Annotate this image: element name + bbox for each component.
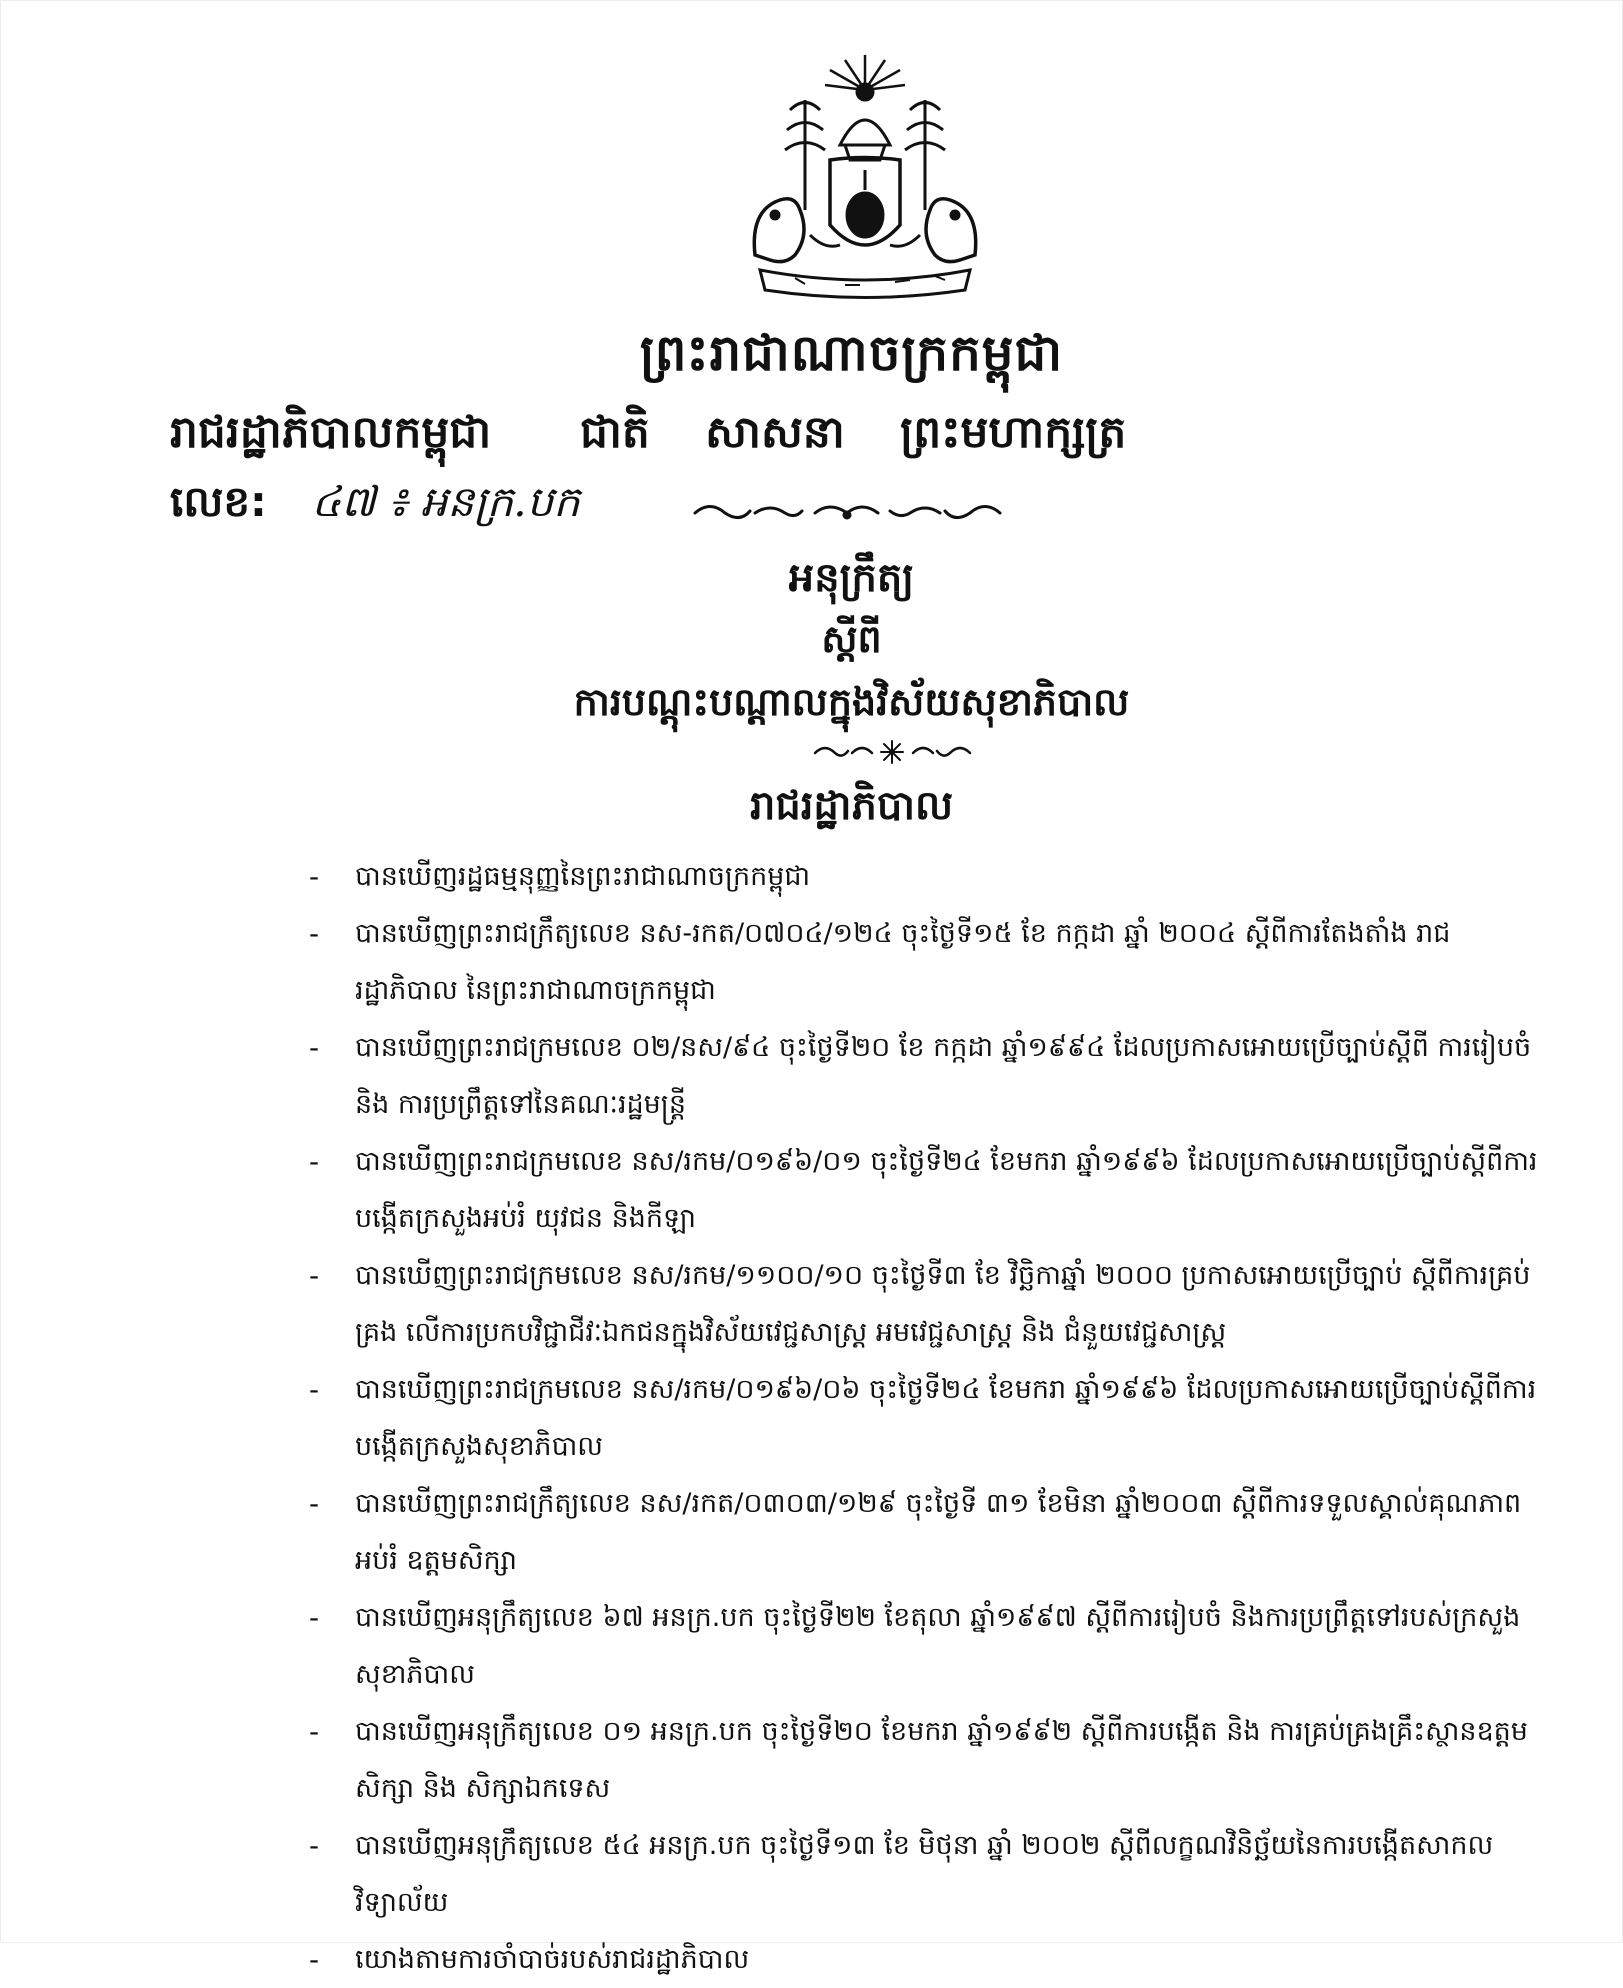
list-item — [309, 1361, 1545, 1475]
document-number-row — [170, 475, 580, 537]
kingdom-heading: ព្រះរាជាណាចក្រកម្ពុជា — [639, 324, 1064, 382]
concerning-heading: ស្តីពី — [821, 617, 882, 661]
reference-text: បានឃើញរដ្ឋធម្មនុញ្ញនៃព្រះរាជាណាចក្រកម្ពុជា — [355, 861, 811, 892]
list-item — [309, 1589, 1545, 1703]
ornament-divider — [690, 495, 1005, 529]
bullet-dash: - — [309, 1715, 320, 1748]
reference-text: បានឃើញអនុក្រឹត្យលេខ ០១ អនក្រ.បក ចុះថ្ងៃទី២០ ខែមករា ឆ្នាំ១៩៩២ ស្តីពីការបង្កើត និង ការគ្រប់គ្រងគ្រឹះស្ថានឧត្តមសិក្សា និង សិក្សាឯកទេស — [355, 1716, 1528, 1804]
reference-text: បានឃើញព្រះរាជក្រមលេខ នស/រកម/០១៩៦/០១ ចុះថ្ងៃទី២៤ ខែមករា ឆ្នាំ១៩៩៦ ដែលប្រកាសអោយប្រើច្បាប់ស្តីពីការ បង្កើតក្រសួងអប់រំ យុវជន និងកីឡា — [355, 1146, 1538, 1234]
list-item — [309, 1019, 1545, 1133]
royal-coat-of-arms-emblem — [735, 50, 995, 305]
reference-text: បានឃើញអនុក្រឹត្យលេខ ៦៧ អនក្រ.បក ចុះថ្ងៃទី២២ ខែតុលា ឆ្នាំ១៩៩៧ ស្តីពីការរៀបចំ និងការប្រព្រឹត្តទៅរបស់ក្រសួង សុខាភិបាល — [355, 1602, 1521, 1690]
bullet-dash: - — [309, 860, 320, 893]
list-item — [309, 1931, 1545, 1988]
government-name: រាជរដ្ឋាភិបាលកម្ពុជា — [170, 407, 492, 458]
bullet-dash: - — [309, 1031, 320, 1064]
list-item — [309, 905, 1545, 1019]
list-item — [309, 848, 1545, 905]
list-item — [309, 1475, 1545, 1589]
bullet-dash: - — [309, 1259, 320, 1292]
reference-text: បានឃើញព្រះរាជក្រឹត្យលេខ នស/រកត/០៣០៣/១២៩ ចុះថ្ងៃទី ៣១ ខែមិនា ឆ្នាំ២០០៣ ស្តីពីការទទួលស្គាល់គុណភាពអប់រំ ឧត្តមសិក្សា — [355, 1488, 1522, 1576]
document-type-heading: អនុក្រឹត្យ — [788, 555, 915, 601]
reference-text: បានឃើញព្រះរាជក្រមលេខ នស/រកម/១១០០/១០ ចុះថ្ងៃទី៣ ខែ វិច្ឆិកាឆ្នាំ ២០០០ ប្រកាសអោយប្រើច្បាប់ ស្តីពីការគ្រប់គ្រង លើការប្រកបវិជ្ជាជីវៈឯកជនក្នុងវិស័យវេជ្ជសាស្ត្រ អមវេជ្ជសាស្ត្រ និង ជំនួយវេជ្ជសាស្ត្រ — [355, 1260, 1531, 1348]
list-item — [309, 1247, 1545, 1361]
bullet-dash: - — [309, 1829, 320, 1862]
list-item — [309, 1817, 1545, 1931]
legal-references-list — [309, 848, 1545, 1988]
list-item — [309, 1133, 1545, 1247]
reference-text: បានឃើញព្រះរាជក្រមលេខ ០២/នស/៩៤ ចុះថ្ងៃទី២០ ខែ កក្កដា ឆ្នាំ១៩៩៤ ដែលប្រកាសអោយប្រើច្បាប់ស្តីពី ការរៀបចំ និង ការប្រព្រឹត្តទៅនៃគណៈរដ្ឋមន្ត្រី — [355, 1032, 1532, 1120]
bullet-dash: - — [309, 917, 320, 950]
subject-heading: ការបណ្តុះបណ្តាលក្នុងវិស័យសុខាភិបាល — [573, 680, 1130, 724]
bullet-dash: - — [309, 1373, 320, 1406]
national-motto: ជាតិ សាសនា ព្រះមហាក្សត្រ — [580, 407, 1127, 458]
issuer-heading: រាជរដ្ឋាភិបាល — [749, 783, 954, 829]
bullet-dash: - — [309, 1145, 320, 1178]
bullet-dash: - — [309, 1487, 320, 1520]
reference-text: បានឃើញអនុក្រឹត្យលេខ ៥៤ អនក្រ.បក ចុះថ្ងៃទី១៣ ខែ មិថុនា ឆ្នាំ ២០០២ ស្តីពីលក្ខណវិនិច្ឆ័យនៃការបង្កើតសាកលវិទ្យាល័យ — [355, 1830, 1494, 1918]
reference-text: បានឃើញព្រះរាជក្រឹត្យលេខ នស-រកត/០៧០៤/១២៤ ចុះថ្ងៃទី១៥ ខែ កក្កដា ឆ្នាំ ២០០៤ ស្តីពីការតែងតាំង រាជរដ្ឋាភិបាល នៃព្រះរាជាណាចក្រកម្ពុជា — [355, 918, 1451, 1006]
bullet-dash: - — [309, 1601, 320, 1634]
reference-text: បានឃើញព្រះរាជក្រមលេខ នស/រកម/០១៩៦/០៦ ចុះថ្ងៃទី២៤ ខែមករា ឆ្នាំ១៩៩៦ ដែលប្រកាសអោយប្រើច្បាប់ស្តីពីការ បង្កើតក្រសួងសុខាភិបាល — [355, 1374, 1537, 1462]
list-item — [309, 1703, 1545, 1817]
number-value: ៤៧ ៖ អនក្រ.បក — [311, 477, 580, 526]
ornament-divider-small — [810, 737, 975, 765]
bullet-dash: - — [309, 1943, 320, 1976]
reference-text: យោងតាមការចាំបាច់របស់រាជរដ្ឋាភិបាល — [355, 1944, 750, 1975]
number-label: លេខ: — [170, 477, 267, 526]
